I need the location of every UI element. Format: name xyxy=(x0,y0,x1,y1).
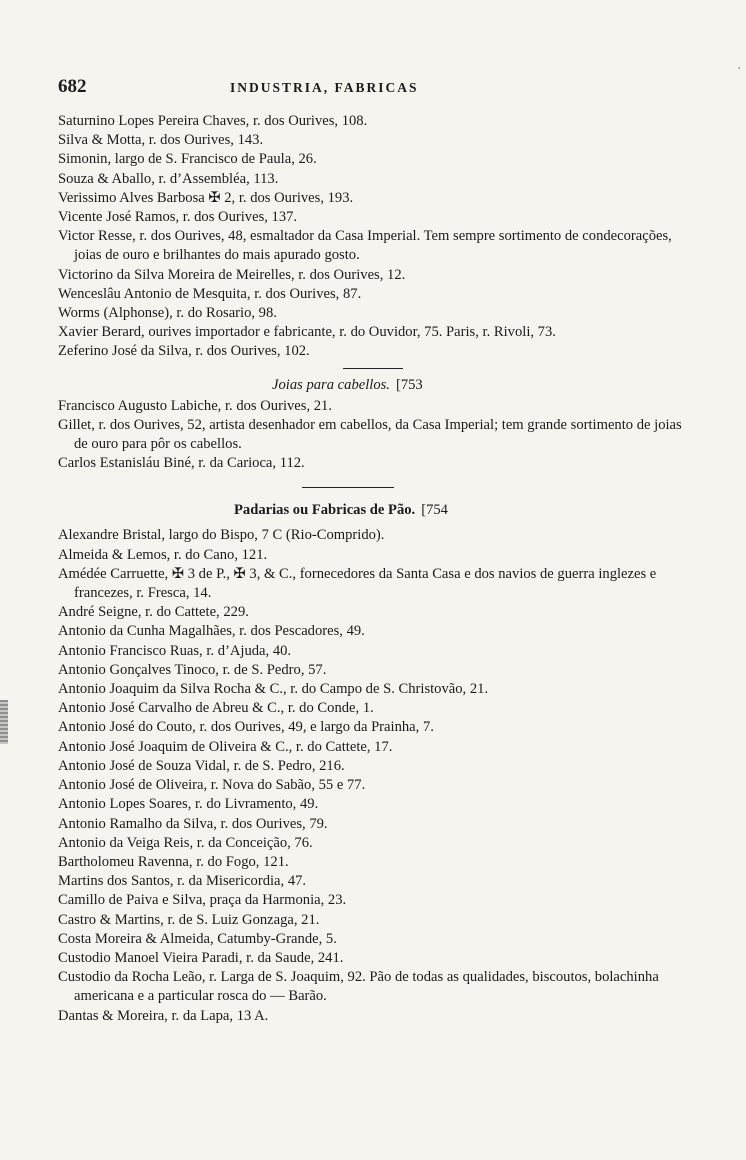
list-item: Verissimo Alves Barbosa ✠ 2, r. dos Ourives, 193. xyxy=(58,189,354,206)
section-padarias xyxy=(58,526,688,1025)
list-item: Antonio José de Oliveira, r. Nova do Sabão, 55 e 77. xyxy=(58,777,366,794)
binding-bleed-mark xyxy=(0,700,8,744)
list-item: Antonio Joaquim da Silva Rocha & C., r. do Campo de S. Christovão, 21. xyxy=(58,681,489,698)
list-item: Costa Moreira & Almeida, Catumby-Grande, 5. xyxy=(58,930,337,947)
list-item: Francisco Augusto Labiche, r. dos Ourives, 21. xyxy=(58,397,332,414)
list-item: Antonio José Joaquim de Oliveira & C., r. do Cattete, 17. xyxy=(58,738,393,755)
list-item: Antonio José de Souza Vidal, r. de S. Pedro, 216. xyxy=(58,757,345,774)
page xyxy=(58,72,688,1026)
list-item: Antonio da Cunha Magalhães, r. dos Pescadores, 49. xyxy=(58,623,365,640)
list-item: Vicente José Ramos, r. dos Ourives, 137. xyxy=(58,209,298,226)
list-item: Xavier Berard, ourives importador e fabricante, r. do Ouvidor, 75. Paris, r. Rivoli, 73. xyxy=(58,324,556,341)
list-item: Gillet, r. dos Ourives, 52, artista desenhador em cabellos, da Casa Imperial; tem grande sortimento de joias de ouro para pôr os cabellos. xyxy=(58,416,682,453)
list-item: Carlos Estanisláu Biné, r. da Carioca, 112. xyxy=(58,455,305,472)
list-item: Antonio Gonçalves Tinoco, r. de S. Pedro, 57. xyxy=(58,661,327,678)
list-item: Simonin, largo de S. Francisco de Paula, 26. xyxy=(58,151,317,168)
list-item: Worms (Alphonse), r. do Rosario, 98. xyxy=(58,305,277,322)
list-item: Victorino da Silva Moreira de Meirelles, r. dos Ourives, 12. xyxy=(58,266,406,283)
section-heading-padarias xyxy=(58,500,688,520)
section-joias-para-cabellos xyxy=(58,397,688,474)
list-item: Alexandre Bristal, largo do Bispo, 7 C (Rio-Comprido). xyxy=(58,527,385,544)
list-item: Antonio José do Couto, r. dos Ourives, 49, e largo da Prainha, 7. xyxy=(58,719,434,736)
list-item: Antonio Francisco Ruas, r. d’Ajuda, 40. xyxy=(58,642,292,659)
list-item: Souza & Aballo, r. d’Assembléa, 113. xyxy=(58,170,279,187)
list-item: Silva & Motta, r. dos Ourives, 143. xyxy=(58,132,264,149)
list-item: Antonio Lopes Soares, r. do Livramento, 49. xyxy=(58,796,319,813)
list-item: Camillo de Paiva e Silva, praça da Harmonia, 23. xyxy=(58,892,347,909)
section-divider xyxy=(302,487,394,488)
section-divider xyxy=(343,368,403,369)
list-item: Antonio da Veiga Reis, r. da Conceição, 76. xyxy=(58,834,313,851)
list-item: André Seigne, r. do Cattete, 229. xyxy=(58,604,249,621)
section-title: Padarias ou Fabricas de Pão. xyxy=(234,502,416,519)
section-number: [754 xyxy=(421,502,448,519)
list-item: Antonio Ramalho da Silva, r. dos Ourives, 79. xyxy=(58,815,328,832)
section-heading-joias xyxy=(58,375,688,395)
list-item: Amédée Carruette, ✠ 3 de P., ✠ 3, & C., fornecedores da Santa Casa e dos navios de guerra inglezes e francezes, r. Fresca, 14. xyxy=(58,565,657,602)
list-item: Antonio José Carvalho de Abreu & C., r. do Conde, 1. xyxy=(58,700,374,717)
list-item: Saturnino Lopes Pereira Chaves, r. dos Ourives, 108. xyxy=(58,113,368,129)
margin-mark: ' xyxy=(738,66,740,77)
page-number: 682 xyxy=(58,76,87,97)
list-item: Custodio da Rocha Leão, r. Larga de S. Joaquim, 92. Pão de todas as qualidades, biscoutos, bolachinha americana e a particular rosca do — Barão. xyxy=(58,969,659,1005)
page-header xyxy=(58,72,688,112)
section-number: [753 xyxy=(395,376,423,393)
list-item: Victor Resse, r. dos Ourives, 48, esmaltador da Casa Imperial. Tem sempre sortimento de condecorações, joias de ouro e brilhantes do mais apurado gosto. xyxy=(58,228,672,264)
list-item: Bartholomeu Ravenna, r. do Fogo, 121. xyxy=(58,853,289,870)
running-title: INDUSTRIA, FABRICAS xyxy=(230,80,419,95)
list-item: Almeida & Lemos, r. do Cano, 121. xyxy=(58,546,268,563)
section-title: Joias para cabellos. xyxy=(272,376,390,393)
list-item: Dantas & Moreira, r. da Lapa, 13 A. xyxy=(58,1007,269,1024)
list-item: Wenceslâu Antonio de Mesquita, r. dos Ourives, 87. xyxy=(58,285,362,302)
list-item: Zeferino José da Silva, r. dos Ourives, 102. xyxy=(58,343,310,360)
list-item: Castro & Martins, r. de S. Luiz Gonzaga, 21. xyxy=(58,911,320,928)
list-item: Martins dos Santos, r. da Misericordia, 47. xyxy=(58,873,307,890)
list-item: Custodio Manoel Vieira Paradi, r. da Saude, 241. xyxy=(58,949,344,966)
section-ourives-continued xyxy=(58,112,688,362)
